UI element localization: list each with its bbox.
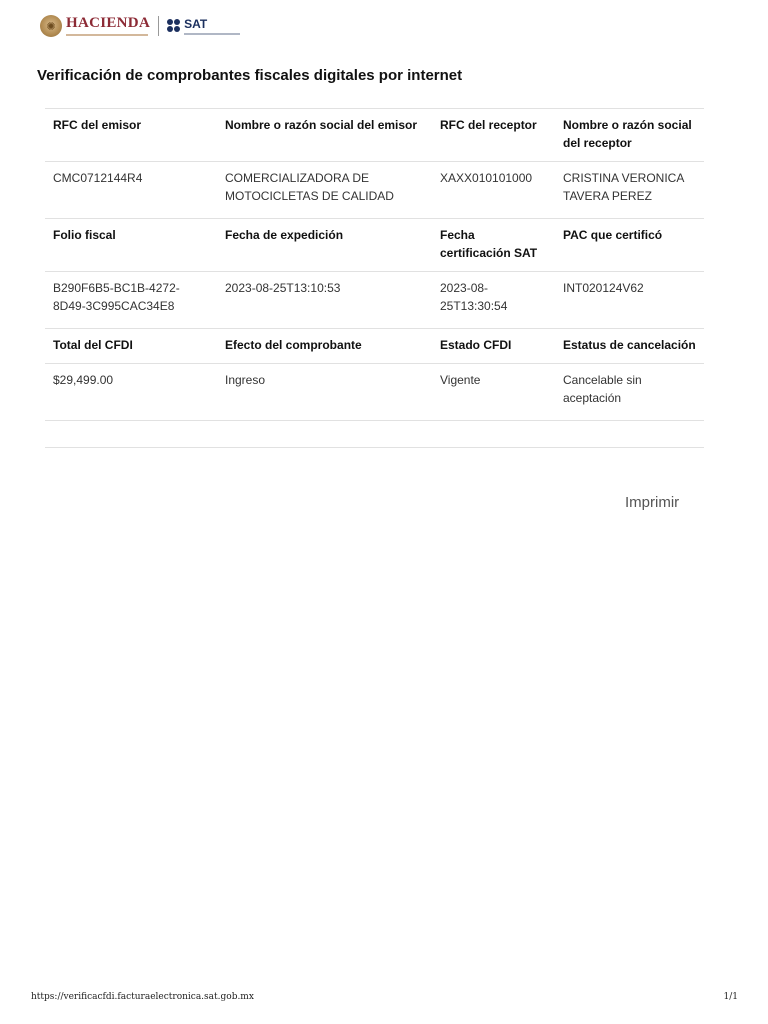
header-cell: Folio fiscal — [53, 228, 116, 242]
header-cell: PAC que certificó — [563, 228, 663, 242]
hacienda-logo — [40, 15, 150, 37]
hacienda-name: HACIENDA — [66, 15, 151, 31]
receptor-name-value: CRISTINA VERONICA TAVERA PEREZ — [563, 171, 684, 203]
hacienda-subtitle — [66, 34, 148, 36]
sat-mark-icon — [167, 19, 181, 33]
fecha-certificacion-value: 2023-08-25T13:30:54 — [440, 281, 508, 313]
verification-table — [45, 108, 704, 421]
page-title: Verificación de comprobantes fiscales digitales por internet — [37, 67, 463, 84]
logo-divider — [158, 16, 159, 36]
header-cell: Total del CFDI — [53, 338, 133, 352]
header-cell: Efecto del comprobante — [225, 338, 362, 352]
footer-page-number: 1/1 — [723, 992, 738, 1002]
table-row — [45, 271, 704, 328]
table-header-row — [45, 328, 704, 363]
emisor-name-value: COMERCIALIZADORA DE MOTOCICLETAS DE CALIDAD — [225, 171, 394, 203]
estado-value: Vigente — [440, 373, 481, 387]
header-cell: Estatus de cancelación — [563, 338, 696, 352]
header-cell: Nombre o razón social del emisor — [225, 118, 418, 132]
header-cell: Fecha de expedición — [225, 228, 344, 242]
sat-name: SAT — [184, 16, 208, 31]
rfc-emisor-value: CMC0712144R4 — [53, 171, 143, 185]
table-row — [45, 161, 704, 218]
table-header-row — [45, 218, 704, 271]
pac-value: INT020124V62 — [563, 281, 644, 295]
header-cell: Estado CFDI — [440, 338, 512, 352]
table-bottom-divider — [45, 447, 704, 448]
page-header — [40, 10, 240, 42]
print-button[interactable]: Imprimir — [625, 494, 680, 511]
header-cell: Fecha certificación SAT — [440, 228, 538, 260]
national-seal-icon: ✺ — [40, 15, 62, 37]
total-value: $29,499.00 — [53, 373, 114, 387]
sat-logo — [167, 18, 240, 35]
table-header-row — [45, 108, 704, 161]
header-cell: RFC del receptor — [440, 118, 537, 132]
footer-url: https://verificacfdi.facturaelectronica.sat.gob.mx — [31, 992, 254, 1002]
header-cell: RFC del emisor — [53, 118, 142, 132]
fecha-expedicion-value: 2023-08-25T13:10:53 — [225, 281, 341, 295]
folio-fiscal-value: B290F6B5-BC1B-4272-8D49-3C995CAC34E8 — [53, 281, 180, 313]
sat-subtitle — [184, 33, 240, 35]
table-row — [45, 363, 704, 421]
estatus-cancelacion-value: Cancelable sin aceptación — [563, 373, 642, 405]
efecto-value: Ingreso — [225, 373, 266, 387]
rfc-receptor-value: XAXX010101000 — [440, 171, 533, 185]
header-cell: Nombre o razón social del receptor — [563, 118, 692, 150]
